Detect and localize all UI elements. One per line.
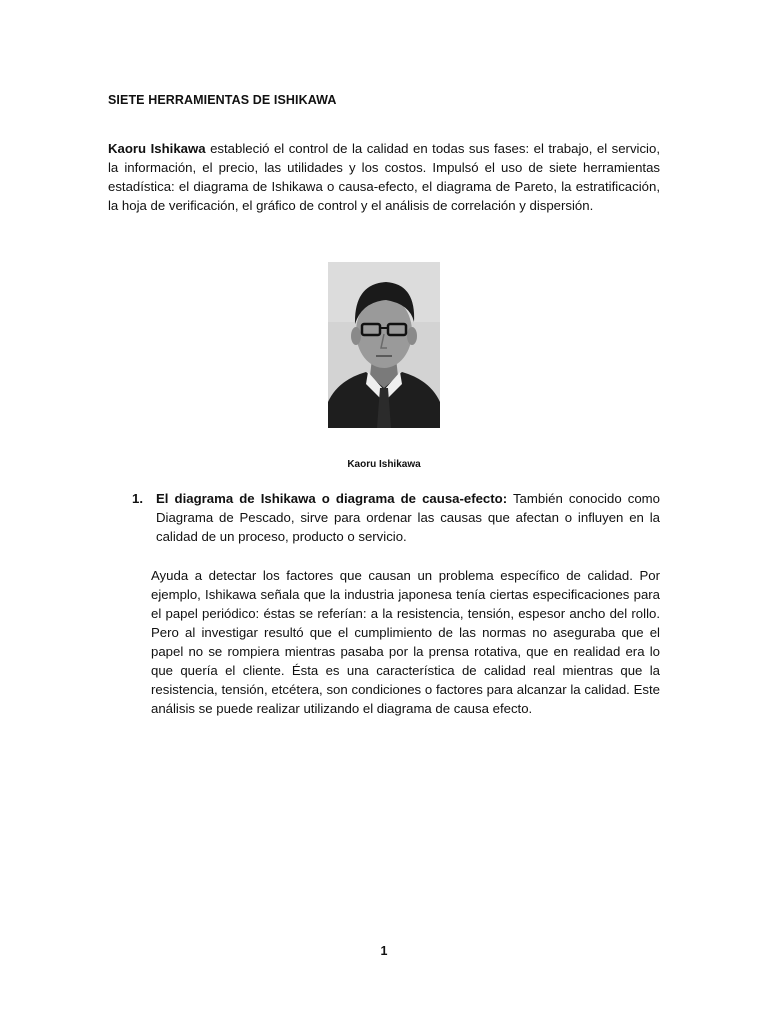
document-title: SIETE HERRAMIENTAS DE ISHIKAWA	[108, 93, 337, 107]
list-item-text	[156, 489, 660, 546]
intro-name: Kaoru Ishikawa	[108, 141, 206, 156]
list-item	[132, 489, 660, 546]
photo-caption: Kaoru Ishikawa	[347, 459, 421, 470]
page-number: 1	[380, 944, 388, 958]
list-item-heading: El diagrama de Ishikawa o diagrama de causa-efecto:	[156, 491, 508, 506]
portrait-image	[328, 262, 440, 428]
list-item-body: También conocido como Diagrama de Pescado, sirve para ordenar las causas que afectan o influyen en la calidad de un proceso, producto o servicio.	[156, 491, 660, 544]
intro-paragraph	[108, 139, 660, 215]
body-paragraph: Ayuda a detectar los factores que causan un problema específico de calidad. Por ejemplo, Ishikawa señala que la industria japonesa tenía ciertas especificaciones para el papel periódico: éstas se referían: a la resistencia, tensión, espesor ancho del rollo. Pero al investigar resultó que el cumplimiento de las normas no aseguraba que el papel no se rompiera mientras pasaba por la prensa rotativa, que en realidad era lo que quería el cliente. Ésta es una característica de calidad real mientras que la resistencia, tensión, etcétera, son condiciones o factores para alcanzar la calidad. Este análisis se puede realizar utilizando el diagrama de causa efecto.	[151, 568, 660, 716]
intro-text: estableció el control de la calidad en todas sus fases: el trabajo, el servicio, la información, el precio, las utilidades y los costos. Impulsó el uso de siete herramientas estadística: el diagrama de Ishikawa o causa-efecto, el diagrama de Pareto, la estratificación, la hoja de verificación, el gráfico de control y el análisis de correlación y dispersión.	[108, 141, 660, 213]
list-item-number: 1.	[132, 491, 143, 506]
portrait-photo	[328, 262, 440, 428]
